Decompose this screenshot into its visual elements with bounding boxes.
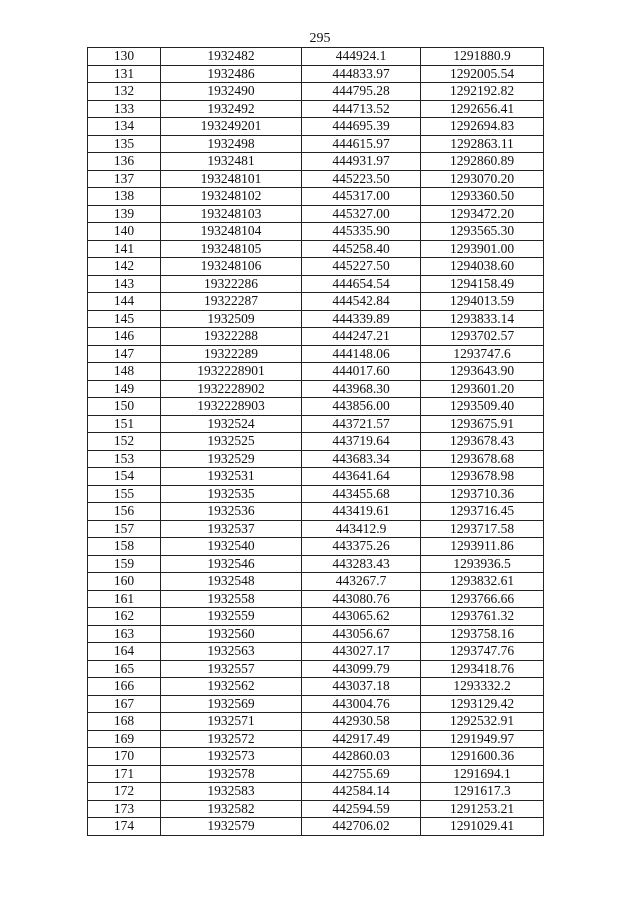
x-coordinate-cell: 443641.64 (302, 468, 421, 486)
y-coordinate-cell: 1293833.14 (421, 310, 544, 328)
table-row (88, 433, 544, 451)
x-coordinate-cell: 443719.64 (302, 433, 421, 451)
coordinates-table-body (88, 48, 544, 836)
y-coordinate-cell: 1294038.60 (421, 258, 544, 276)
point-id-cell: 1932536 (161, 503, 302, 521)
table-row (88, 293, 544, 311)
point-id-cell: 1932569 (161, 695, 302, 713)
x-coordinate-cell: 444017.60 (302, 363, 421, 381)
point-number-cell: 163 (88, 625, 161, 643)
point-id-cell: 1932578 (161, 765, 302, 783)
x-coordinate-cell: 443968.30 (302, 380, 421, 398)
coordinates-table (87, 47, 544, 836)
y-coordinate-cell: 1291600.36 (421, 748, 544, 766)
x-coordinate-cell: 444713.52 (302, 100, 421, 118)
x-coordinate-cell: 443412.9 (302, 520, 421, 538)
table-row (88, 713, 544, 731)
y-coordinate-cell: 1293717.58 (421, 520, 544, 538)
point-number-cell: 134 (88, 118, 161, 136)
y-coordinate-cell: 1293601.20 (421, 380, 544, 398)
point-number-cell: 142 (88, 258, 161, 276)
point-number-cell: 170 (88, 748, 161, 766)
table-row (88, 503, 544, 521)
x-coordinate-cell: 443375.26 (302, 538, 421, 556)
x-coordinate-cell: 442930.58 (302, 713, 421, 731)
table-row (88, 608, 544, 626)
point-id-cell: 1932492 (161, 100, 302, 118)
point-id-cell: 19322289 (161, 345, 302, 363)
table-row (88, 275, 544, 293)
point-number-cell: 165 (88, 660, 161, 678)
point-number-cell: 151 (88, 415, 161, 433)
table-row (88, 135, 544, 153)
x-coordinate-cell: 443037.18 (302, 678, 421, 696)
table-row (88, 223, 544, 241)
point-number-cell: 153 (88, 450, 161, 468)
table-row (88, 695, 544, 713)
point-id-cell: 193248102 (161, 188, 302, 206)
point-number-cell: 152 (88, 433, 161, 451)
point-number-cell: 169 (88, 730, 161, 748)
y-coordinate-cell: 1291253.21 (421, 800, 544, 818)
point-number-cell: 144 (88, 293, 161, 311)
table-row (88, 118, 544, 136)
point-number-cell: 159 (88, 555, 161, 573)
point-id-cell: 1932481 (161, 153, 302, 171)
point-id-cell: 1932537 (161, 520, 302, 538)
table-row (88, 83, 544, 101)
table-row (88, 783, 544, 801)
y-coordinate-cell: 1293509.40 (421, 398, 544, 416)
point-number-cell: 160 (88, 573, 161, 591)
x-coordinate-cell: 443080.76 (302, 590, 421, 608)
y-coordinate-cell: 1293565.30 (421, 223, 544, 241)
point-number-cell: 140 (88, 223, 161, 241)
point-number-cell: 171 (88, 765, 161, 783)
table-row (88, 625, 544, 643)
x-coordinate-cell: 445227.50 (302, 258, 421, 276)
point-number-cell: 147 (88, 345, 161, 363)
x-coordinate-cell: 442594.59 (302, 800, 421, 818)
x-coordinate-cell: 442584.14 (302, 783, 421, 801)
table-row (88, 573, 544, 591)
y-coordinate-cell: 1293678.98 (421, 468, 544, 486)
point-number-cell: 149 (88, 380, 161, 398)
point-number-cell: 146 (88, 328, 161, 346)
x-coordinate-cell: 443419.61 (302, 503, 421, 521)
table-row (88, 345, 544, 363)
x-coordinate-cell: 443065.62 (302, 608, 421, 626)
point-number-cell: 148 (88, 363, 161, 381)
point-id-cell: 1932572 (161, 730, 302, 748)
point-id-cell: 1932228901 (161, 363, 302, 381)
point-id-cell: 193248106 (161, 258, 302, 276)
y-coordinate-cell: 1294013.59 (421, 293, 544, 311)
point-id-cell: 1932531 (161, 468, 302, 486)
x-coordinate-cell: 444654.54 (302, 275, 421, 293)
table-row (88, 380, 544, 398)
point-id-cell: 1932559 (161, 608, 302, 626)
point-id-cell: 1932509 (161, 310, 302, 328)
table-row (88, 660, 544, 678)
table-row (88, 48, 544, 66)
y-coordinate-cell: 1292863.11 (421, 135, 544, 153)
y-coordinate-cell: 1293936.5 (421, 555, 544, 573)
point-id-cell: 1932482 (161, 48, 302, 66)
x-coordinate-cell: 443004.76 (302, 695, 421, 713)
x-coordinate-cell: 443856.00 (302, 398, 421, 416)
x-coordinate-cell: 442860.03 (302, 748, 421, 766)
point-number-cell: 135 (88, 135, 161, 153)
x-coordinate-cell: 444931.97 (302, 153, 421, 171)
table-row (88, 555, 544, 573)
x-coordinate-cell: 445335.90 (302, 223, 421, 241)
point-number-cell: 168 (88, 713, 161, 731)
table-row (88, 590, 544, 608)
y-coordinate-cell: 1291880.9 (421, 48, 544, 66)
y-coordinate-cell: 1293702.57 (421, 328, 544, 346)
table-row (88, 65, 544, 83)
y-coordinate-cell: 1291949.97 (421, 730, 544, 748)
x-coordinate-cell: 443027.17 (302, 643, 421, 661)
y-coordinate-cell: 1292532.91 (421, 713, 544, 731)
point-id-cell: 19322287 (161, 293, 302, 311)
point-number-cell: 174 (88, 818, 161, 836)
point-id-cell: 1932529 (161, 450, 302, 468)
y-coordinate-cell: 1292694.83 (421, 118, 544, 136)
x-coordinate-cell: 444695.39 (302, 118, 421, 136)
y-coordinate-cell: 1292005.54 (421, 65, 544, 83)
point-number-cell: 161 (88, 590, 161, 608)
point-number-cell: 141 (88, 240, 161, 258)
y-coordinate-cell: 1293832.61 (421, 573, 544, 591)
point-id-cell: 1932560 (161, 625, 302, 643)
table-row (88, 363, 544, 381)
point-id-cell: 1932548 (161, 573, 302, 591)
x-coordinate-cell: 442917.49 (302, 730, 421, 748)
point-id-cell: 193248104 (161, 223, 302, 241)
point-number-cell: 172 (88, 783, 161, 801)
point-id-cell: 1932524 (161, 415, 302, 433)
point-id-cell: 1932490 (161, 83, 302, 101)
point-id-cell: 1932582 (161, 800, 302, 818)
y-coordinate-cell: 1293070.20 (421, 170, 544, 188)
x-coordinate-cell: 443267.7 (302, 573, 421, 591)
x-coordinate-cell: 443056.67 (302, 625, 421, 643)
y-coordinate-cell: 1293710.36 (421, 485, 544, 503)
x-coordinate-cell: 442706.02 (302, 818, 421, 836)
table-row (88, 765, 544, 783)
y-coordinate-cell: 1293747.76 (421, 643, 544, 661)
table-row (88, 538, 544, 556)
y-coordinate-cell: 1293675.91 (421, 415, 544, 433)
y-coordinate-cell: 1293761.32 (421, 608, 544, 626)
x-coordinate-cell: 444795.28 (302, 83, 421, 101)
x-coordinate-cell: 443283.43 (302, 555, 421, 573)
y-coordinate-cell: 1293766.66 (421, 590, 544, 608)
point-id-cell: 19322286 (161, 275, 302, 293)
point-number-cell: 139 (88, 205, 161, 223)
x-coordinate-cell: 443455.68 (302, 485, 421, 503)
point-number-cell: 167 (88, 695, 161, 713)
point-number-cell: 130 (88, 48, 161, 66)
point-number-cell: 162 (88, 608, 161, 626)
point-id-cell: 1932498 (161, 135, 302, 153)
x-coordinate-cell: 444615.97 (302, 135, 421, 153)
y-coordinate-cell: 1293716.45 (421, 503, 544, 521)
point-number-cell: 138 (88, 188, 161, 206)
table-row (88, 730, 544, 748)
point-id-cell: 193248105 (161, 240, 302, 258)
table-row (88, 468, 544, 486)
table-row (88, 205, 544, 223)
point-id-cell: 193248103 (161, 205, 302, 223)
point-id-cell: 1932562 (161, 678, 302, 696)
point-id-cell: 1932535 (161, 485, 302, 503)
y-coordinate-cell: 1293332.2 (421, 678, 544, 696)
x-coordinate-cell: 445223.50 (302, 170, 421, 188)
x-coordinate-cell: 445258.40 (302, 240, 421, 258)
table-row (88, 153, 544, 171)
point-number-cell: 173 (88, 800, 161, 818)
x-coordinate-cell: 444339.89 (302, 310, 421, 328)
point-number-cell: 157 (88, 520, 161, 538)
x-coordinate-cell: 445317.00 (302, 188, 421, 206)
point-id-cell: 1932583 (161, 783, 302, 801)
point-id-cell: 1932540 (161, 538, 302, 556)
y-coordinate-cell: 1293472.20 (421, 205, 544, 223)
page-number: 295 (309, 31, 331, 46)
table-row (88, 800, 544, 818)
point-id-cell: 1932525 (161, 433, 302, 451)
point-number-cell: 158 (88, 538, 161, 556)
point-id-cell: 1932571 (161, 713, 302, 731)
y-coordinate-cell: 1293758.16 (421, 625, 544, 643)
table-row (88, 748, 544, 766)
point-id-cell: 1932228903 (161, 398, 302, 416)
x-coordinate-cell: 444542.84 (302, 293, 421, 311)
point-number-cell: 145 (88, 310, 161, 328)
y-coordinate-cell: 1293360.50 (421, 188, 544, 206)
point-id-cell: 1932563 (161, 643, 302, 661)
point-id-cell: 1932558 (161, 590, 302, 608)
point-id-cell: 193249201 (161, 118, 302, 136)
y-coordinate-cell: 1291617.3 (421, 783, 544, 801)
table-row (88, 520, 544, 538)
point-id-cell: 1932557 (161, 660, 302, 678)
table-row (88, 188, 544, 206)
point-number-cell: 131 (88, 65, 161, 83)
table-row (88, 170, 544, 188)
table-row (88, 818, 544, 836)
table-row (88, 240, 544, 258)
point-id-cell: 1932486 (161, 65, 302, 83)
x-coordinate-cell: 443721.57 (302, 415, 421, 433)
table-row (88, 310, 544, 328)
table-row (88, 678, 544, 696)
point-number-cell: 164 (88, 643, 161, 661)
table-row (88, 485, 544, 503)
point-number-cell: 132 (88, 83, 161, 101)
point-id-cell: 1932579 (161, 818, 302, 836)
table-row (88, 398, 544, 416)
point-id-cell: 193248101 (161, 170, 302, 188)
point-number-cell: 143 (88, 275, 161, 293)
point-number-cell: 136 (88, 153, 161, 171)
y-coordinate-cell: 1293911.86 (421, 538, 544, 556)
x-coordinate-cell: 444924.1 (302, 48, 421, 66)
x-coordinate-cell: 444247.21 (302, 328, 421, 346)
y-coordinate-cell: 1293747.6 (421, 345, 544, 363)
x-coordinate-cell: 443683.34 (302, 450, 421, 468)
y-coordinate-cell: 1292656.41 (421, 100, 544, 118)
y-coordinate-cell: 1293129.42 (421, 695, 544, 713)
point-id-cell: 1932228902 (161, 380, 302, 398)
point-number-cell: 156 (88, 503, 161, 521)
point-id-cell: 1932573 (161, 748, 302, 766)
point-number-cell: 133 (88, 100, 161, 118)
y-coordinate-cell: 1292192.82 (421, 83, 544, 101)
y-coordinate-cell: 1294158.49 (421, 275, 544, 293)
y-coordinate-cell: 1293678.43 (421, 433, 544, 451)
point-id-cell: 19322288 (161, 328, 302, 346)
x-coordinate-cell: 444833.97 (302, 65, 421, 83)
y-coordinate-cell: 1292860.89 (421, 153, 544, 171)
table-row (88, 643, 544, 661)
y-coordinate-cell: 1291694.1 (421, 765, 544, 783)
x-coordinate-cell: 445327.00 (302, 205, 421, 223)
y-coordinate-cell: 1291029.41 (421, 818, 544, 836)
point-number-cell: 155 (88, 485, 161, 503)
x-coordinate-cell: 443099.79 (302, 660, 421, 678)
x-coordinate-cell: 444148.06 (302, 345, 421, 363)
x-coordinate-cell: 442755.69 (302, 765, 421, 783)
point-number-cell: 154 (88, 468, 161, 486)
table-row (88, 415, 544, 433)
table-row (88, 328, 544, 346)
y-coordinate-cell: 1293643.90 (421, 363, 544, 381)
table-row (88, 258, 544, 276)
point-number-cell: 166 (88, 678, 161, 696)
table-row (88, 100, 544, 118)
y-coordinate-cell: 1293678.68 (421, 450, 544, 468)
table-row (88, 450, 544, 468)
y-coordinate-cell: 1293418.76 (421, 660, 544, 678)
point-id-cell: 1932546 (161, 555, 302, 573)
point-number-cell: 150 (88, 398, 161, 416)
y-coordinate-cell: 1293901.00 (421, 240, 544, 258)
point-number-cell: 137 (88, 170, 161, 188)
